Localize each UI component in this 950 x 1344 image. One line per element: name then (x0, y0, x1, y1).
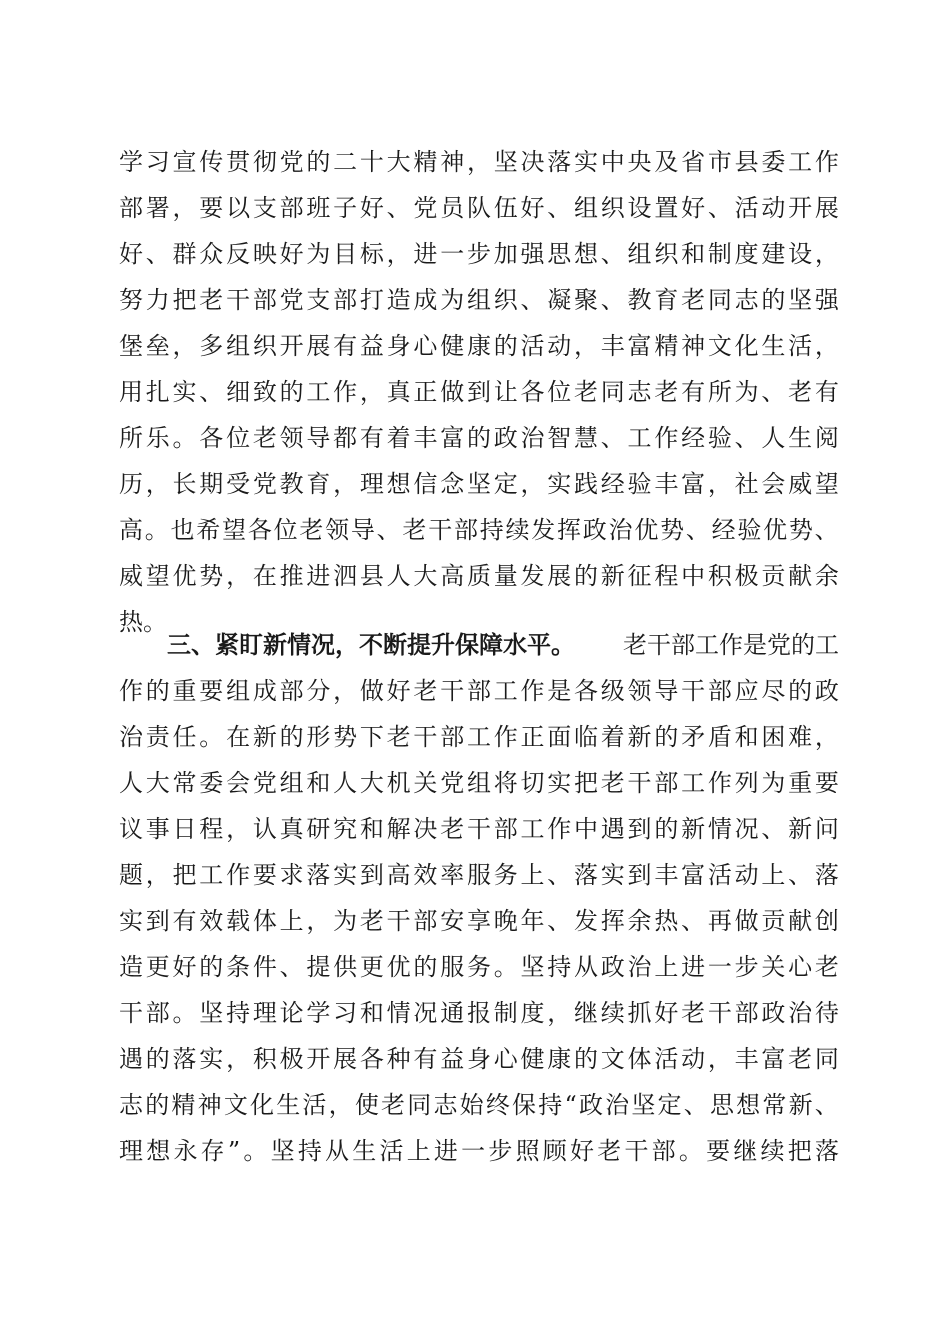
text-line: 作 的 重 要 组 成 部 分 ， 做 好 老 干 部 工 作 是 各 级 领 导 干 部 应 尽 的 政 (119, 677, 839, 705)
text-line: 志 的 精 神 文 化 生 活 ， 使 老 同 志 始 终 保 持 “ 政 治 坚 定 、 思 想 常 新 、 (119, 1091, 839, 1119)
text-line: 治 责 任 。 在 新 的 形 势 下 老 干 部 工 作 正 面 临 着 新 的 矛 盾 和 困 难 ， (119, 723, 839, 751)
text-line: 好 、 群 众 反 映 好 为 目 标 ， 进 一 步 加 强 思 想 、 组 织 和 制 度 建 设 ， (119, 240, 839, 268)
section-first-line (119, 622, 839, 668)
text-line: 热。 (119, 608, 167, 636)
text-line: 理 想 永 存 ” 。 坚 持 从 生 活 上 进 一 步 照 顾 好 老 干 部 。 要 继 续 把 落 (119, 1137, 839, 1165)
text-line: 努 力 把 老 干 部 党 支 部 打 造 成 为 组 织 、 凝 聚 、 教 育 老 同 志 的 坚 强 (119, 286, 839, 314)
text-line: 人 大 常 委 会 党 组 和 人 大 机 关 党 组 将 切 实 把 老 干 部 工 作 列 为 重 要 (119, 769, 839, 797)
text-line: 题 ， 把 工 作 要 求 落 实 到 高 效 率 服 务 上 、 落 实 到 丰 富 活 动 上 、 落 (119, 861, 839, 889)
text-line: 堡 垒 ， 多 组 织 开 展 有 益 身 心 健 康 的 活 动 ， 丰 富 精 神 文 化 生 活 ， (119, 332, 839, 360)
paragraph-continued (119, 139, 839, 645)
text-line: 学 习 宣 传 贯 彻 党 的 二 十 大 精 神 ， 坚 决 落 实 中 央 及 省 市 县 委 工 作 (119, 148, 839, 176)
text-line: 历 ， 长 期 受 党 教 育 ， 理 想 信 念 坚 定 ， 实 践 经 验 丰 富 ， 社 会 威 望 (119, 470, 839, 498)
paragraph-section-three (119, 622, 839, 1174)
text-line: 干 部 。 坚 持 理 论 学 习 和 情 况 通 报 制 度 ， 继 续 抓 好 老 干 部 政 治 待 (119, 999, 839, 1027)
text-line: 用 扎 实 、 细 致 的 工 作 ， 真 正 做 到 让 各 位 老 同 志 老 有 所 为 、 老 有 (119, 378, 839, 406)
section-heading: 三、紧盯新情况，不断提升保障水平。 (167, 630, 575, 659)
text-line: 高 。 也 希 望 各 位 老 领 导 、 老 干 部 持 续 发 挥 政 治 优 势 、 经 验 优 势 、 (119, 516, 839, 544)
text-line: 议 事 日 程 ， 认 真 研 究 和 解 决 老 干 部 工 作 中 遇 到 的 新 情 况 、 新 问 (119, 815, 839, 843)
text-line: 威 望 优 势 ， 在 推 进 泗 县 人 大 高 质 量 发 展 的 新 征 程 中 积 极 贡 献 余 (119, 562, 839, 590)
section-first-line-text: 老干部工作是党的工 (623, 631, 839, 659)
text-line: 遇 的 落 实 ， 积 极 开 展 各 种 有 益 身 心 健 康 的 文 体 活 动 ， 丰 富 老 同 (119, 1045, 839, 1073)
text-line: 造 更 好 的 条 件 、 提 供 更 优 的 服 务 。 坚 持 从 政 治 上 进 一 步 关 心 老 (119, 953, 839, 981)
text-line: 部 署 ， 要 以 支 部 班 子 好 、 党 员 队 伍 好 、 组 织 设 置 好 、 活 动 开 展 (119, 194, 839, 222)
text-line: 实 到 有 效 载 体 上 ， 为 老 干 部 安 享 晚 年 、 发 挥 余 热 、 再 做 贡 献 创 (119, 907, 839, 935)
text-line: 所 乐 。 各 位 老 领 导 都 有 着 丰 富 的 政 治 智 慧 、 工 作 经 验 、 人 生 阅 (119, 424, 839, 452)
